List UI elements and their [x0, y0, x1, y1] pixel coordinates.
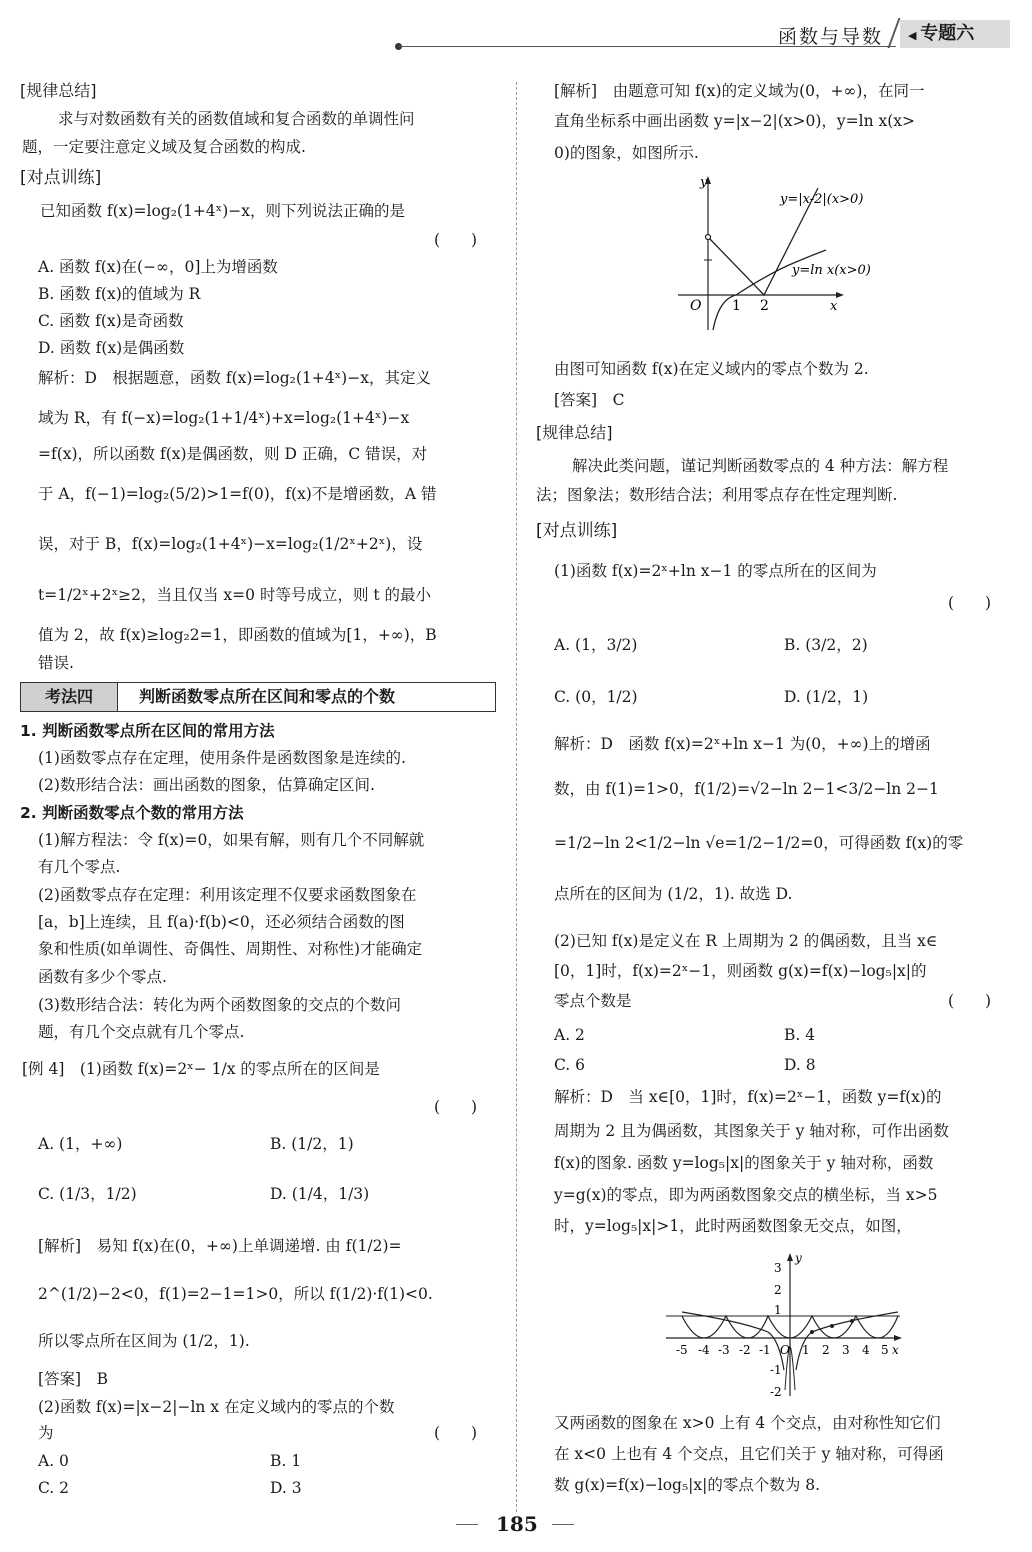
- text-line: (3)数形结合法：转化为两个函数图象的交点的个数问: [38, 996, 401, 1014]
- origin-label: O: [690, 298, 702, 314]
- method-box: [20, 682, 496, 712]
- text-line: (1)函数零点存在定理，使用条件是函数图象是连续的.: [38, 749, 406, 767]
- header-divider: [888, 18, 901, 48]
- solution-text: 所以零点所在区间为 (1/2，1).: [38, 1332, 250, 1350]
- x-axis-arrow: [836, 292, 844, 298]
- x-tick-label: 1: [802, 1343, 810, 1357]
- curve-label: y=ln x(x>0): [792, 263, 871, 278]
- answer-bracket: ( ): [948, 992, 992, 1010]
- option-b: B. 函数 f(x)的值域为 R: [38, 285, 201, 303]
- y-tick-label: 1: [774, 1303, 782, 1317]
- solution-text: y=g(x)的零点，即为两函数图象交点的横坐标，当 x>5: [554, 1186, 938, 1204]
- x-tick-label: 4: [862, 1343, 870, 1357]
- solution-text: 0)的图象，如图所示.: [554, 144, 699, 162]
- solution-text: 误，对于 B，f(x)=log₂(1+4ˣ)−x=log₂(1/2ˣ+2ˣ)，设: [38, 535, 423, 553]
- subheading: 2. 判断函数零点个数的常用方法: [20, 804, 244, 822]
- question-text: 为: [38, 1424, 54, 1442]
- answer-text: [答案] C: [554, 391, 625, 409]
- text-line: 题，有几个交点就有几个零点.: [38, 1023, 245, 1041]
- solution-text: 数 g(x)=f(x)−log₅|x|的零点个数为 8.: [554, 1476, 821, 1494]
- x-label: x: [830, 299, 838, 314]
- text-line: 题，一定要注意定义域及复合函数的构成.: [22, 138, 306, 156]
- graph-periodic-log: [662, 1250, 906, 1400]
- intersection-point: [850, 1319, 854, 1323]
- intersection-point: [830, 1324, 834, 1328]
- solution-text: 错误.: [38, 654, 74, 672]
- y-label: y: [700, 175, 708, 190]
- option-a: A. 0: [38, 1452, 69, 1470]
- intersection-point: [810, 1330, 814, 1334]
- footer-dash: [552, 1524, 574, 1525]
- question-text: 已知函数 f(x)=log₂(1+4ˣ)−x，则下列说法正确的是: [40, 202, 406, 220]
- x-tick-label: -2: [739, 1343, 751, 1357]
- option-b: B. (1/2，1): [270, 1135, 354, 1153]
- text-line: [a，b]上连续，且 f(a)·f(b)<0，还必须结合函数的图: [38, 913, 405, 931]
- section-heading: [规律总结]: [20, 81, 97, 100]
- graph-abs-ln: [668, 170, 912, 340]
- solution-text: 数，由 f(1)=1>0，f(1/2)=√2−ln 2−1<3/2−ln 2−1: [554, 780, 939, 798]
- x-axis-arrow: [894, 1335, 902, 1341]
- question-text: (2)已知 f(x)是定义在 R 上周期为 2 的偶函数，且当 x∈: [554, 932, 938, 950]
- option-d: D. 函数 f(x)是偶函数: [38, 339, 185, 357]
- option-c: C. 6: [554, 1056, 586, 1074]
- solution-text: f(x)的图象. 函数 y=log₅|x|的图象关于 y 轴对称，函数: [554, 1154, 934, 1172]
- answer-bracket: ( ): [948, 594, 992, 612]
- x-tick-label: -1: [759, 1343, 771, 1357]
- answer-bracket: ( ): [434, 1424, 478, 1442]
- solution-text: =1/2−ln 2<1/2−ln √e=1/2−1/2=0，可得函数 f(x)的零: [554, 834, 964, 852]
- solution-text: 解析：D 根据题意，函数 f(x)=log₂(1+4ˣ)−x，其定义: [38, 369, 431, 387]
- log-left: [682, 1312, 784, 1370]
- solution-text: 解析：D 当 x∈[0，1]时，f(x)=2ˣ−1，函数 y=f(x)的: [554, 1088, 942, 1106]
- triangle-icon: ◀: [908, 29, 921, 42]
- question-text: (1)函数 f(x)=2ˣ+ln x−1 的零点所在的区间为: [554, 562, 877, 580]
- x-label: x: [892, 1343, 899, 1357]
- y-tick-label: 2: [774, 1283, 782, 1297]
- solution-text: 在 x<0 上也有 4 个交点，且它们关于 y 轴对称，可得函: [554, 1445, 944, 1463]
- column-divider: [516, 82, 517, 1512]
- solution-text: 点所在的区间为 (1/2，1). 故选 D.: [554, 885, 793, 903]
- option-a: A. 函数 f(x)在(−∞，0]上为增函数: [38, 258, 278, 276]
- option-a: A. (1，3/2): [554, 636, 638, 654]
- subheading: 1. 判断函数零点所在区间的常用方法: [20, 722, 275, 740]
- option-a: A. 2: [554, 1026, 585, 1044]
- text-line: (2)数形结合法：画出函数的图象，估算确定区间.: [38, 776, 375, 794]
- solution-text: =f(x)，所以函数 f(x)是偶函数，则 D 正确，C 错误，对: [38, 445, 428, 463]
- solution-text: 值为 2，故 f(x)≥log₂2=1，即函数的值域为[1，+∞)，B: [38, 626, 437, 644]
- option-c: C. (1/3，1/2): [38, 1185, 137, 1203]
- solution-text: 直角坐标系中画出函数 y=|x−2|(x>0)，y=ln x(x>: [554, 112, 916, 130]
- solution-text: [解析] 易知 f(x)在(0，+∞)上单调递增. 由 f(1/2)=: [38, 1237, 402, 1255]
- text-line: 解决此类问题，谨记判断函数零点的 4 种方法：解方程: [572, 457, 949, 475]
- text-line: 由图可知函数 f(x)在定义域内的零点个数为 2.: [554, 360, 869, 378]
- option-b: B. (3/2，2): [784, 636, 868, 654]
- solution-text: 周期为 2 且为偶函数，其图象关于 y 轴对称，可作出函数: [554, 1122, 949, 1140]
- option-c: C. (0，1/2): [554, 688, 638, 706]
- option-d: D. 8: [784, 1056, 816, 1074]
- text-line: 求与对数函数有关的函数值域和复合函数的单调性问: [58, 110, 415, 128]
- solution-text: t=1/2ˣ+2ˣ≥2，当且仅当 x=0 时等号成立，则 t 的最小: [38, 586, 432, 604]
- answer-text: [答案] B: [38, 1370, 108, 1388]
- curve-label: y=|x-2|(x>0): [780, 192, 864, 207]
- x-tick-label: -4: [698, 1343, 710, 1357]
- option-c: C. 函数 f(x)是奇函数: [38, 312, 184, 330]
- header-title: 函数与导数: [778, 26, 884, 48]
- option-c: C. 2: [38, 1479, 70, 1497]
- example-text: [例 4] (1)函数 f(x)=2ˣ− 1/x 的零点所在的区间是: [22, 1060, 380, 1078]
- text-line: 象和性质(如单调性、奇偶性、周期性、对称性)才能确定: [38, 940, 423, 958]
- header-tag-text: 专题六: [920, 23, 975, 44]
- option-d: D. (1/4，1/3): [270, 1185, 370, 1203]
- option-a: A. (1，+∞): [38, 1135, 123, 1153]
- answer-bracket: ( ): [434, 1098, 478, 1116]
- solution-text: 时，y=log₅|x|>1，此时两函数图象无交点，如图，: [554, 1217, 912, 1235]
- origin-label: O: [780, 1343, 790, 1357]
- ln-curve: [713, 250, 826, 330]
- option-d: D. 3: [270, 1479, 302, 1497]
- option-b: B. 1: [270, 1452, 302, 1470]
- page-number: 185: [496, 1512, 538, 1536]
- solution-text: [解析] 由题意可知 f(x)的定义域为(0，+∞)，在同一: [554, 82, 925, 100]
- option-d: D. (1/2，1): [784, 688, 869, 706]
- y-tick-label: -1: [770, 1363, 782, 1377]
- y-label: y: [795, 1251, 802, 1265]
- log-right: [796, 1312, 898, 1370]
- method-label: 考法四: [21, 683, 118, 711]
- x-tick-label: 5: [881, 1343, 889, 1357]
- question-text: [0，1]时，f(x)=2ˣ−1，则函数 g(x)=f(x)−log₅|x|的: [554, 962, 927, 980]
- x-tick-label: -5: [676, 1343, 688, 1357]
- y-tick-label: 3: [774, 1261, 782, 1275]
- section-heading: [规律总结]: [536, 423, 613, 442]
- y-tick-label: -2: [770, 1385, 782, 1399]
- solution-text: 域为 R，有 f(−x)=log₂(1+1/4ˣ)+x=log₂(1+4ˣ)−x: [38, 409, 410, 427]
- option-b: B. 4: [784, 1026, 816, 1044]
- text-line: 函数有多少个零点.: [38, 968, 167, 986]
- method-title: 判断函数零点所在区间和零点的个数: [139, 687, 396, 706]
- x-tick-label: 2: [822, 1343, 830, 1357]
- solution-text: 2^(1/2)−2<0，f(1)=2−1=1>0，所以 f(1/2)·f(1)<0.: [38, 1285, 433, 1303]
- section-heading: [对点训练]: [536, 521, 618, 541]
- question-text: (2)函数 f(x)=|x−2|−ln x 在定义域内的零点的个数: [38, 1398, 395, 1416]
- tick-label: 1: [732, 298, 741, 314]
- x-tick-label: 3: [842, 1343, 850, 1357]
- question-text: 零点个数是: [554, 992, 632, 1010]
- solution-text: 又两函数的图象在 x>0 上有 4 个交点，由对称性知它们: [554, 1414, 941, 1432]
- text-line: 法；图象法；数形结合法；利用零点存在性定理判断.: [536, 486, 898, 504]
- tick-label: 2: [760, 298, 769, 314]
- section-heading: [对点训练]: [20, 168, 102, 188]
- open-point: [706, 235, 711, 240]
- solution-text: 解析：D 函数 f(x)=2ˣ+ln x−1 为(0，+∞)上的增函: [554, 735, 931, 753]
- header-tag: [900, 20, 1010, 48]
- text-line: (1)解方程法：令 f(x)=0，如果有解，则有几个不同解就: [38, 831, 425, 849]
- answer-bracket: ( ): [434, 231, 478, 249]
- solution-text: 于 A，f(−1)=log₂(5/2)>1=f(0)，f(x)不是增函数，A 错: [38, 485, 437, 503]
- text-line: (2)函数零点存在定理：利用该定理不仅要求函数图象在: [38, 886, 417, 904]
- x-tick-label: -3: [718, 1343, 730, 1357]
- text-line: 有几个零点.: [38, 858, 121, 876]
- y-axis-arrow: [787, 1253, 793, 1261]
- footer-dash: [456, 1524, 478, 1525]
